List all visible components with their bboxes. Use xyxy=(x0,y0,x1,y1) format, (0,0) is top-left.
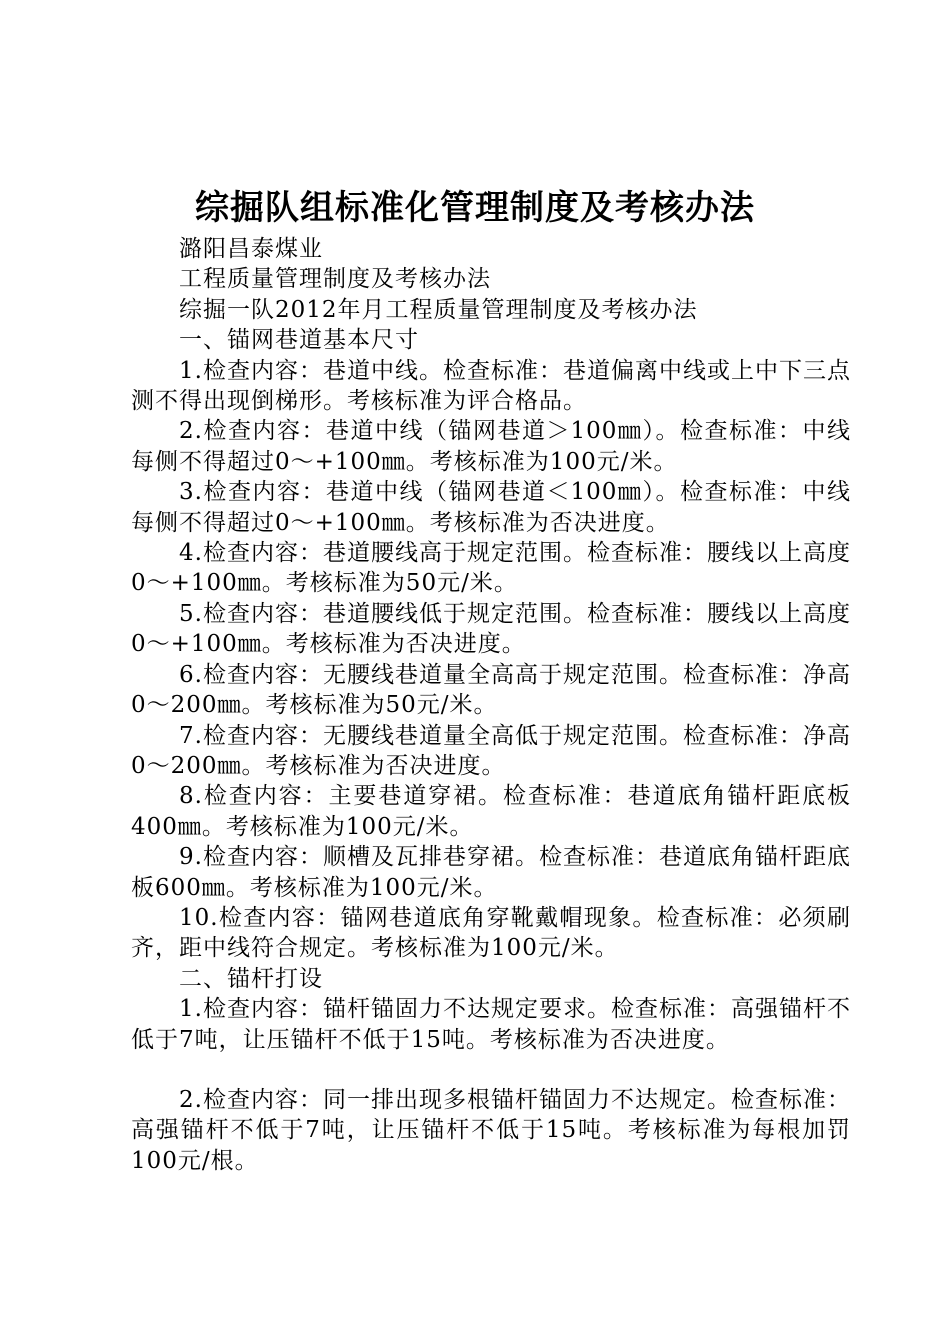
item-1-5: 5.检查内容：巷道腰线低于规定范围。检查标准：腰线以上高度0～+100㎜。考核标准为否决进度。 xyxy=(131,600,851,658)
item-1-6: 6.检查内容：无腰线巷道量全高高于规定范围。检查标准：净高0～200㎜。考核标准为50元/米。 xyxy=(131,661,851,719)
company-name: 潞阳昌泰煤业 xyxy=(179,236,323,262)
item-1-4: 4.检查内容：巷道腰线高于规定范围。检查标准：腰线以上高度0～+100㎜。考核标准为50元/米。 xyxy=(131,540,851,597)
item-2-1: 1.检查内容：锚杆锚固力不达规定要求。检查标准：高强锚杆不低于7吨，让压锚杆不低于15吨。考核标准为否决进度。 xyxy=(131,996,851,1053)
document-title: 综掘队组标准化管理制度及考核办法 xyxy=(195,188,755,228)
item-1-2: 2.检查内容：巷道中线（锚网巷道＞100㎜）。检查标准：中线每侧不得超过0～+100㎜。考核标准为100元/米。 xyxy=(131,418,851,475)
document-body xyxy=(131,234,851,1176)
section-heading-2: 二、锚杆打设 xyxy=(179,965,323,992)
item-1-10: 10.检查内容：锚网巷道底角穿靴戴帽现象。检查标准：必须刷齐，距中线符合规定。考核标准为100元/米。 xyxy=(131,904,851,962)
section-heading-1: 一、锚网巷道基本尺寸 xyxy=(179,327,419,354)
item-1-1: 1.检查内容：巷道中线。检查标准：巷道偏离中线或上中下三点测不得出现倒梯形。考核标准为评合格品。 xyxy=(131,357,851,415)
item-2-2: 2.检查内容：同一排出现多根锚杆锚固力不达规定。检查标准：高强锚杆不低于7吨，让压锚杆不低于15吨。考核标准为每根加罚100元/根。 xyxy=(131,1086,851,1174)
item-1-3: 3.检查内容：巷道中线（锚网巷道＜100㎜）。检查标准：中线每侧不得超过0～+100㎜。考核标准为否决进度。 xyxy=(131,479,851,536)
item-1-9: 9.检查内容：顺槽及瓦排巷穿裙。检查标准：巷道底角锚杆距底板600㎜。考核标准为100元/米。 xyxy=(131,844,851,901)
team-heading: 综掘一队2012年月工程质量管理制度及考核办法 xyxy=(179,296,698,323)
item-1-7: 7.检查内容：无腰线巷道量全高低于规定范围。检查标准：净高0～200㎜。考核标准为否决进度。 xyxy=(131,722,851,779)
item-1-8: 8.检查内容：主要巷道穿裙。检查标准：巷道底角锚杆距底板400㎜。考核标准为100元/米。 xyxy=(131,783,851,840)
subtitle: 工程质量管理制度及考核办法 xyxy=(179,266,491,293)
